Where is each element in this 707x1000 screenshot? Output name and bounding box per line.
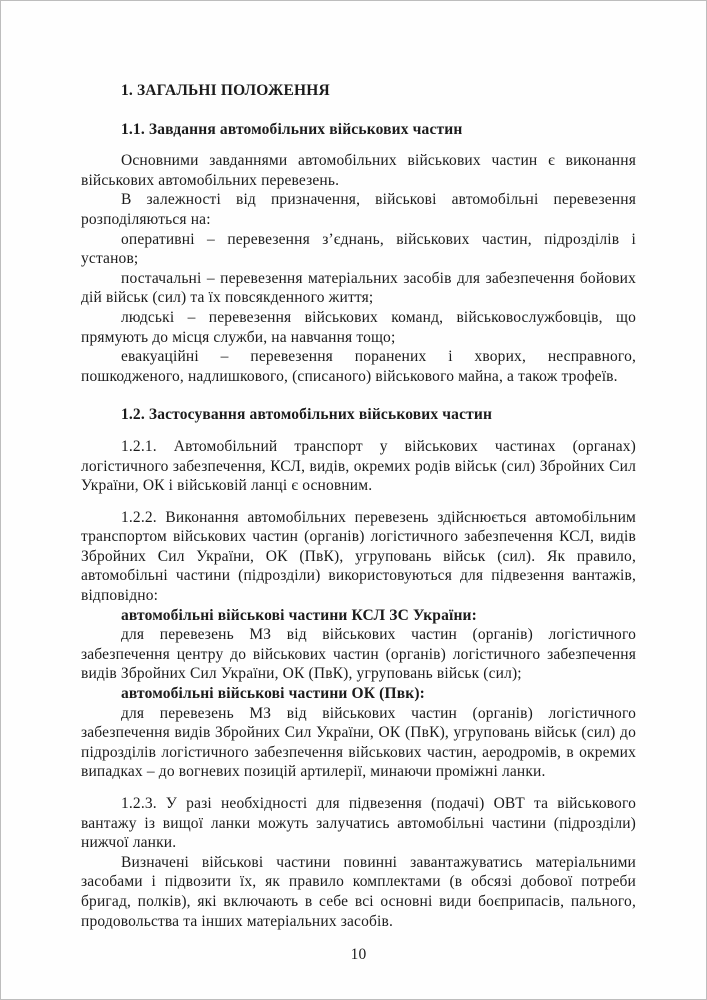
paragraph-supply-transport: постачальні – перевезення матеріальних засобів для забезпечення бойових дій військ (сил) та їх повсякденного життя; bbox=[81, 269, 636, 307]
subheading-ksl-units: автомобільні військові частини КСЛ ЗС України: bbox=[121, 606, 477, 624]
paragraph-ksl-transport: для перевезень МЗ від військових частин (органів) логістичного забезпечення центру до військових частин (органів) логістичного забезпечення видів Збройних Сил України, ОК (ПвК), угруповань військ (сил); bbox=[81, 626, 636, 683]
paragraph-loading-requirements: Визначені військові частини повинні завантажуватись матеріальними засобами і підвозити їх, як правило комплектами (в обсязі добової потреби бригад, полків), які включають в себе всі основні види боєприпасів, пального, продовольства та інших матеріальних засобів. bbox=[81, 853, 636, 930]
paragraph-1-2-1: 1.2.1. Автомобільний транспорт у військових частинах (органах) логістичного забезпечення, КСЛ, видів, окремих родів військ (сил) Збройних Сил України, ОК і військовій ланці є основним. bbox=[81, 437, 636, 495]
paragraph-main-tasks: Основними завданнями автомобільних військових частин є виконання військових автомобільних перевезень. bbox=[81, 152, 636, 189]
paragraph-1-2-2: 1.2.2. Виконання автомобільних перевезень здійснюється автомобільним транспортом військових частин (органів) логістичного забезпечення КСЛ, видів Збройних Сил України, ОК (ПвК), угруповань військ (сил). Як правило, автомобільні частини (підрозділи) використовуються для підвезення вантажів, відповідно: bbox=[81, 508, 636, 605]
page-footer bbox=[81, 945, 636, 965]
paragraph-evacuation-transport: евакуаційні – перевезення поранених і хворих, несправного, пошкодженого, надлишкового, (списаного) військового майна, а також трофеїв. bbox=[81, 348, 636, 385]
subheading-ok-units: автомобільні військові частини ОК (Пвк): bbox=[121, 685, 425, 703]
section-heading-1-1: 1.1. Завдання автомобільних військових частин bbox=[121, 120, 463, 138]
paragraph-ok-transport: для перевезень МЗ від військових частин (органів) логістичного забезпечення видів Збройних Сил України, ОК (ПвК), угруповань військ (сил) до підрозділів логістичного забезпечення військових частин, аеродромів, в окремих випадках – до вогневих позицій артилерії, минаючи проміжні ланки. bbox=[81, 704, 636, 781]
chapter-heading: 1. ЗАГАЛЬНІ ПОЛОЖЕННЯ bbox=[121, 82, 330, 99]
page-number: 10 bbox=[350, 946, 367, 963]
paragraph-personnel-transport: людські – перевезення військових команд, військовослужбовців, що прямують до місця служби, на навчання тощо; bbox=[81, 308, 636, 346]
paragraph-1-2-3: 1.2.3. У разі необхідності для підвезення (подачі) ОВТ та військового вантажу із вищої ланки можуть залучатись автомобільні частини (підрозділи) нижчої ланки. bbox=[81, 795, 636, 852]
section-heading-1-2: 1.2. Застосування автомобільних військових частин bbox=[121, 406, 493, 424]
paragraph-classification-intro: В залежності від призначення, військові автомобільні перевезення розподіляються на: bbox=[81, 191, 636, 228]
paragraph-operational-transport: оперативні – перевезення з’єднань, військових частин, підрозділів і установ; bbox=[81, 230, 636, 268]
